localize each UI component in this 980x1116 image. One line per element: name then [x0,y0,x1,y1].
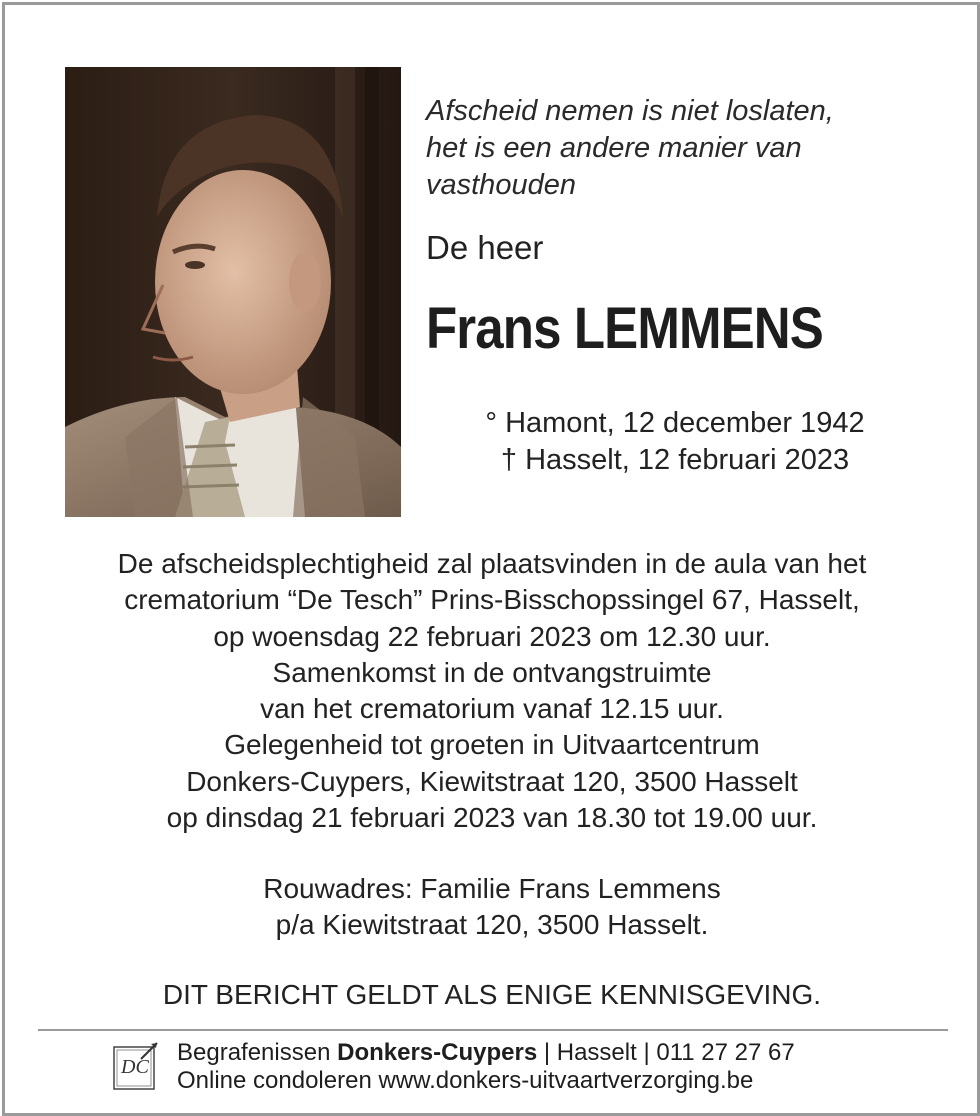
dc-monogram-icon [111,1041,161,1093]
footer-prefix: Begrafenissen [177,1039,338,1066]
announcement-line: op dinsdag 21 februari 2023 van 18.30 tot 19.00 uur. [166,802,818,834]
address-line-2: p/a Kiewitstraat 120, 3500 Hasselt. [275,909,709,941]
quote-line-3: vasthouden [426,169,576,201]
quote-line-1: Afscheid nemen is niet loslaten, [426,95,834,127]
footer-info [177,1039,795,1095]
announcement-line: Donkers-Cuypers, Kiewitstraat 120, 3500 Hasselt [186,765,798,797]
obituary-card [2,2,980,1116]
quote-line-2: het is een andere manier van [426,132,802,164]
birth-date: ° Hamont, 12 december 1942 [485,407,865,439]
portrait-photo [65,67,401,517]
announcement-line: van het crematorium vanaf 12.15 uur. [260,693,724,725]
death-date: † Hasselt, 12 februari 2023 [500,444,850,476]
footer-separator: | [636,1039,657,1066]
company-name: Donkers-Cuypers [337,1039,538,1066]
footer-line-1 [177,1039,795,1067]
announcement-line: op woensdag 22 februari 2023 om 12.30 uur. [213,620,771,652]
footer-line-2 [177,1067,795,1095]
logo-monogram-text: DC [121,1056,149,1078]
announcement-line: De afscheidsplechtigheid zal plaatsvinden in de aula van het [117,548,867,579]
announcement-line: Samenkomst in de ontvangstruimte [272,656,712,688]
honorific: De heer [426,229,544,266]
website-link[interactable]: www.donkers-uitvaartverzorging.be [378,1067,754,1094]
company-phone: 011 27 27 67 [656,1039,795,1066]
memorial-quote [426,93,926,204]
announcement-line: Gelegenheid tot groeten in Uitvaartcentrum [224,729,760,761]
deceased-name: Frans LEMMENS [426,296,823,361]
footer-divider [38,1029,948,1031]
company-city: Hasselt [556,1039,637,1066]
portrait-image [65,67,401,517]
mourning-address [25,871,959,944]
life-dates [445,405,905,479]
funeral-home-logo [111,1041,161,1093]
ceremony-announcement [25,546,959,836]
official-notice: DIT BERICHT GELDT ALS ENIGE KENNISGEVING. [162,979,822,1010]
footer-separator: | [537,1039,557,1066]
address-line-1: Rouwadres: Familie Frans Lemmens [263,873,721,904]
announcement-line: crematorium “De Tesch” Prins-Bisschopssingel 67, Hasselt, [124,584,860,616]
condolence-label: Online condoleren [177,1067,379,1094]
